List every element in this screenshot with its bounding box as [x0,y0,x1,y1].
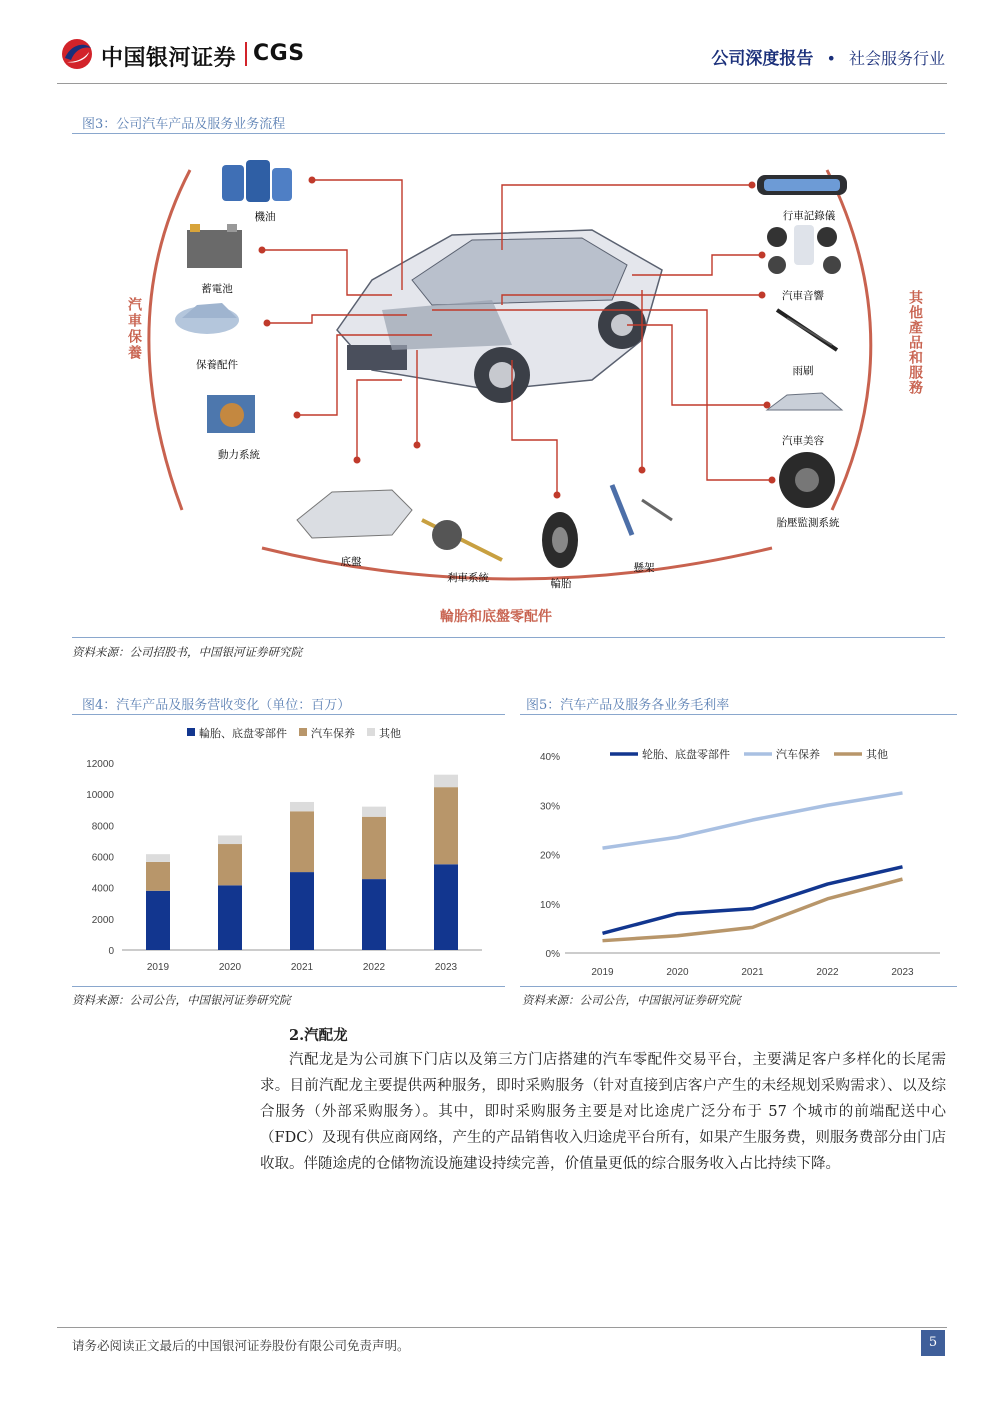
footer-rule [57,1327,947,1328]
gross-margin-line-chart [520,718,957,980]
label-maintenance-parts: 保養配件 [196,359,238,371]
x-tick-label: 2021 [290,962,314,973]
maintenance-parts-icon [175,303,239,334]
logo-english-name: CGS [253,41,305,66]
series-line [603,867,903,933]
tire-icon [542,512,578,568]
logo-chinese-name: 中国银河证券 [101,46,237,71]
figure-4-source: 资料来源：公司公告，中国银河证券研究院 [72,993,291,1007]
y-tick-label: 30% [539,801,560,813]
bottom-arc-label: 輪胎和底盤零配件 [440,609,552,625]
y-tick-label: 20% [539,850,560,862]
y-tick-label: 10% [539,899,560,911]
figure-3-title: 图3：公司汽车产品及服务业务流程 [82,117,286,132]
x-tick-label: 2021 [741,967,764,978]
bar-segment [218,835,242,844]
bar-segment [290,872,314,950]
legend-label: 輪胎、底盘零部件 [199,727,287,740]
y-tick-label: 0% [545,949,560,960]
figure-4-title: 图4：汽车产品及服务营收变化（单位：百万） [82,698,351,713]
dashcam-mirror-icon [757,175,847,195]
series-line [603,793,903,848]
logo-divider [245,42,247,66]
disclaimer-text: 请务必阅读正文最后的中国银河证券股份有限公司免责声明。 [72,1338,410,1353]
legend-label: 其他 [866,748,888,761]
section-heading: 2.汽配龙 [289,1027,348,1044]
legend-label: 其他 [379,727,401,740]
left-arc [149,170,190,510]
bar-segment [146,854,170,862]
label-dashcam: 行車記錄儀 [782,210,836,222]
section-paragraph: 汽配龙是为公司旗下门店以及第三方门店搭建的汽车零配件交易平台，主要满足客户多样化的长尾需求。目前汽配龙主要提供两种服务，即时采购服务（针对直接到店客户产生的未经规划采购需求）、以及综合服务（外部采购服务）。其中，即时采购服务主要是对比途虎广泛分布于 57 个城市的前端配送中心（FDC）及现有供应商网络，产生的产品销售收入归途虎平台所有，如果产生服务费，则服务费部分由门店收取。伴随途虎的仓储物流设施建设持续完善，价值量更低的综合服务收入占比持续下降。 [260,1052,946,1172]
label-chassis: 底盤 [340,556,362,568]
tpms-icon [779,452,835,508]
bottom-arc [262,548,772,579]
logo-swirl-icon [57,36,97,72]
bar-segment [362,807,386,817]
legend-label: 汽车保养 [776,748,820,761]
x-tick-label: 2023 [891,967,914,978]
y-tick-label: 12000 [86,759,114,770]
header-rule [57,83,947,84]
figure-3-bottom-rule [72,637,945,638]
figure-5-top-rule [520,714,957,715]
figure-5-title: 图5：汽车产品及服务各业务毛利率 [526,698,730,713]
left-arc-label: 汽車保養 [126,297,142,361]
y-tick-label: 6000 [91,852,114,864]
bar-segment [434,787,458,864]
suspension-icon [612,485,672,535]
right-arc-label: 其他產品和服務 [907,290,923,395]
bar-segment [290,811,314,872]
company-logo [57,36,317,72]
industry-name: 社会服务行业 [848,49,945,68]
y-tick-label: 0 [108,946,114,957]
bar-segment [290,802,314,811]
y-tick-label: 4000 [91,883,114,895]
label-brake-system: 剎車系統 [447,572,489,584]
legend-swatch [367,728,375,736]
revenue-stacked-bar-chart [72,718,505,980]
car-audio-icon [767,225,841,274]
bar-segment [362,879,386,950]
y-tick-label: 8000 [91,821,114,833]
bar-segment [218,885,242,950]
car-detailing-icon [767,393,842,410]
bar-segment [434,775,458,787]
figure-5-bottom-rule [520,986,957,987]
label-car-audio: 汽車音響 [782,290,824,302]
figure-5-source: 资料来源：公司公告，中国银河证券研究院 [522,993,741,1007]
x-tick-label: 2020 [218,962,242,973]
label-car-detailing: 汽車美容 [782,435,824,447]
brake-system-icon [422,520,502,560]
x-tick-label: 2023 [434,962,458,973]
report-category [711,44,945,69]
product-flow-diagram [72,140,945,630]
bar-segment [146,891,170,950]
car-illustration [337,230,662,403]
x-tick-label: 2022 [362,962,386,973]
label-tire: 輪胎 [550,578,572,590]
legend-swatch [187,728,195,736]
wiper-icon [777,310,837,350]
figure-3-source: 资料来源：公司招股书，中国银河证券研究院 [72,645,302,659]
powertrain-icon [207,395,255,433]
engine-oil-icon [222,160,292,202]
figure-4-bottom-rule [72,986,505,987]
label-wiper: 雨刷 [792,365,814,377]
y-tick-label: 40% [539,752,560,763]
label-suspension: 懸架 [633,562,655,574]
bar-segment [362,817,386,879]
y-tick-label: 10000 [86,790,114,802]
report-type: 公司深度报告 [711,49,814,69]
page-number: 5 [921,1330,945,1356]
chassis-icon [297,490,412,538]
bar-segment [434,864,458,950]
label-battery: 蓄電池 [201,283,233,295]
x-tick-label: 2020 [666,967,689,978]
legend-swatch [299,728,307,736]
figure-4-top-rule [72,714,505,715]
y-tick-label: 2000 [91,914,114,926]
legend-label: 轮胎、底盘零部件 [642,748,730,761]
x-tick-label: 2019 [591,967,614,978]
header-separator: • [826,49,836,68]
label-engine-oil: 機油 [254,211,276,223]
label-powertrain: 動力系統 [218,449,260,461]
battery-icon [187,224,242,268]
legend-label: 汽车保养 [311,727,355,740]
label-tpms: 胎壓監測系統 [776,517,840,529]
bar-segment [218,844,242,885]
figure-3-top-rule [72,133,945,134]
x-tick-label: 2022 [816,967,839,978]
x-tick-label: 2019 [146,962,170,973]
bar-segment [146,862,170,891]
